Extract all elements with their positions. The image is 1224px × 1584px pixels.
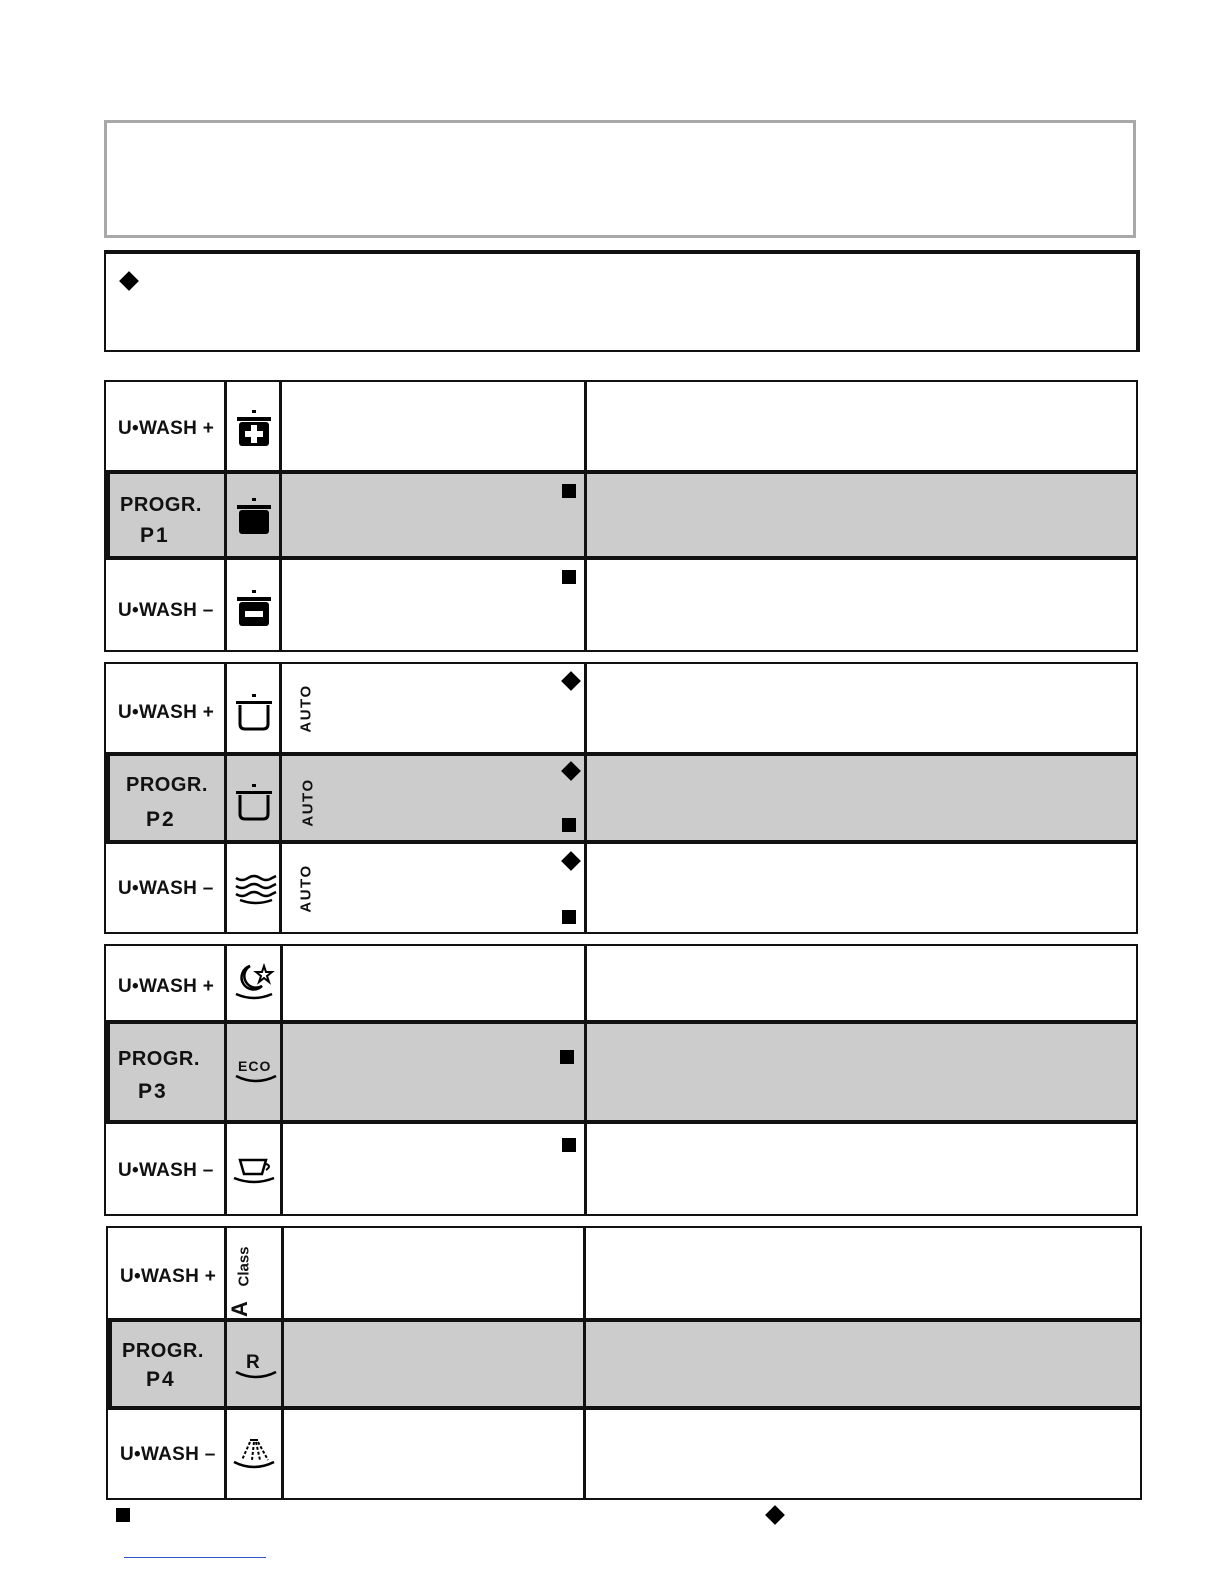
row-uwash-plus [106, 946, 1136, 1022]
diamond-marker-icon [561, 671, 581, 691]
a-letter: A [226, 1301, 252, 1317]
program-number: P3 [138, 1080, 168, 1103]
diamond-marker-icon [561, 761, 581, 781]
legend-box [104, 250, 1140, 352]
cup-icon [232, 1156, 276, 1186]
pot-filled-icon [234, 496, 274, 536]
column-divider [224, 664, 227, 932]
pot-plus-icon [234, 408, 274, 448]
row-progr-p3 [106, 1020, 1136, 1124]
pot-outline-icon [234, 782, 274, 822]
eco-icon [234, 1058, 278, 1088]
wavy-plates-icon [234, 872, 278, 906]
auto-label: AUTO [297, 864, 315, 913]
header-box [104, 120, 1136, 238]
uwash-plus-label: U•WASH + [120, 1266, 217, 1287]
eco-text: ECO [238, 1058, 272, 1074]
shower-icon [232, 1436, 276, 1472]
pot-outline-icon [234, 692, 274, 732]
row-uwash-minus [106, 844, 1136, 934]
progr-label: PROGR. [118, 1048, 200, 1070]
class-word: Class [235, 1246, 253, 1287]
uwash-plus-label: U•WASH + [118, 702, 215, 723]
row-uwash-minus [108, 1410, 1140, 1500]
row-progr-p4 [108, 1318, 1140, 1410]
column-divider [584, 946, 587, 1214]
column-divider [583, 1228, 586, 1498]
program-number: P4 [146, 1368, 176, 1391]
square-marker-icon [562, 570, 576, 584]
uwash-minus-label: U•WASH – [120, 1444, 216, 1465]
row-uwash-plus [106, 382, 1136, 470]
footer-rule [124, 1557, 266, 1558]
program-number: P2 [146, 808, 176, 831]
pot-minus-icon [234, 588, 274, 628]
diamond-marker-icon [765, 1505, 785, 1525]
program-group-p1 [104, 380, 1138, 652]
column-divider [279, 664, 282, 932]
moon-star-icon [232, 962, 276, 1002]
column-divider [224, 946, 227, 1214]
r-letter: R [246, 1352, 260, 1373]
square-marker-icon [562, 910, 576, 924]
column-divider [280, 946, 283, 1214]
diamond-marker-icon [561, 851, 581, 871]
uwash-plus-label: U•WASH + [118, 976, 215, 997]
column-divider [224, 1228, 227, 1498]
progr-label: PROGR. [120, 494, 202, 516]
program-group-p3 [104, 944, 1138, 1216]
program-number: P1 [140, 524, 170, 547]
column-divider [584, 382, 587, 650]
uwash-minus-label: U•WASH – [118, 1160, 214, 1181]
column-divider [281, 1228, 284, 1498]
square-marker-icon [562, 818, 576, 832]
uwash-minus-label: U•WASH – [118, 878, 214, 899]
row-uwash-plus [106, 664, 1136, 752]
uwash-plus-label: U•WASH + [118, 418, 215, 439]
column-divider [224, 382, 227, 650]
row-progr-p1 [106, 470, 1136, 560]
a-class-icon [226, 1234, 276, 1317]
row-uwash-plus [108, 1228, 1140, 1318]
square-marker-icon [562, 1138, 576, 1152]
diamond-marker-icon [119, 271, 139, 291]
program-group-p4 [106, 1226, 1142, 1500]
row-uwash-minus [106, 560, 1136, 650]
row-uwash-minus [106, 1124, 1136, 1216]
auto-label: AUTO [297, 684, 315, 733]
square-marker-icon [562, 484, 576, 498]
rinse-r-icon [234, 1352, 278, 1384]
square-marker-icon [116, 1508, 130, 1522]
program-group-p2 [104, 662, 1138, 934]
column-divider [279, 382, 282, 650]
row-progr-p2 [106, 752, 1136, 844]
square-marker-icon [560, 1050, 574, 1064]
progr-label: PROGR. [126, 774, 208, 796]
progr-label: PROGR. [122, 1340, 204, 1362]
uwash-minus-label: U•WASH – [118, 600, 214, 621]
column-divider [584, 664, 587, 932]
auto-label: AUTO [299, 778, 317, 827]
